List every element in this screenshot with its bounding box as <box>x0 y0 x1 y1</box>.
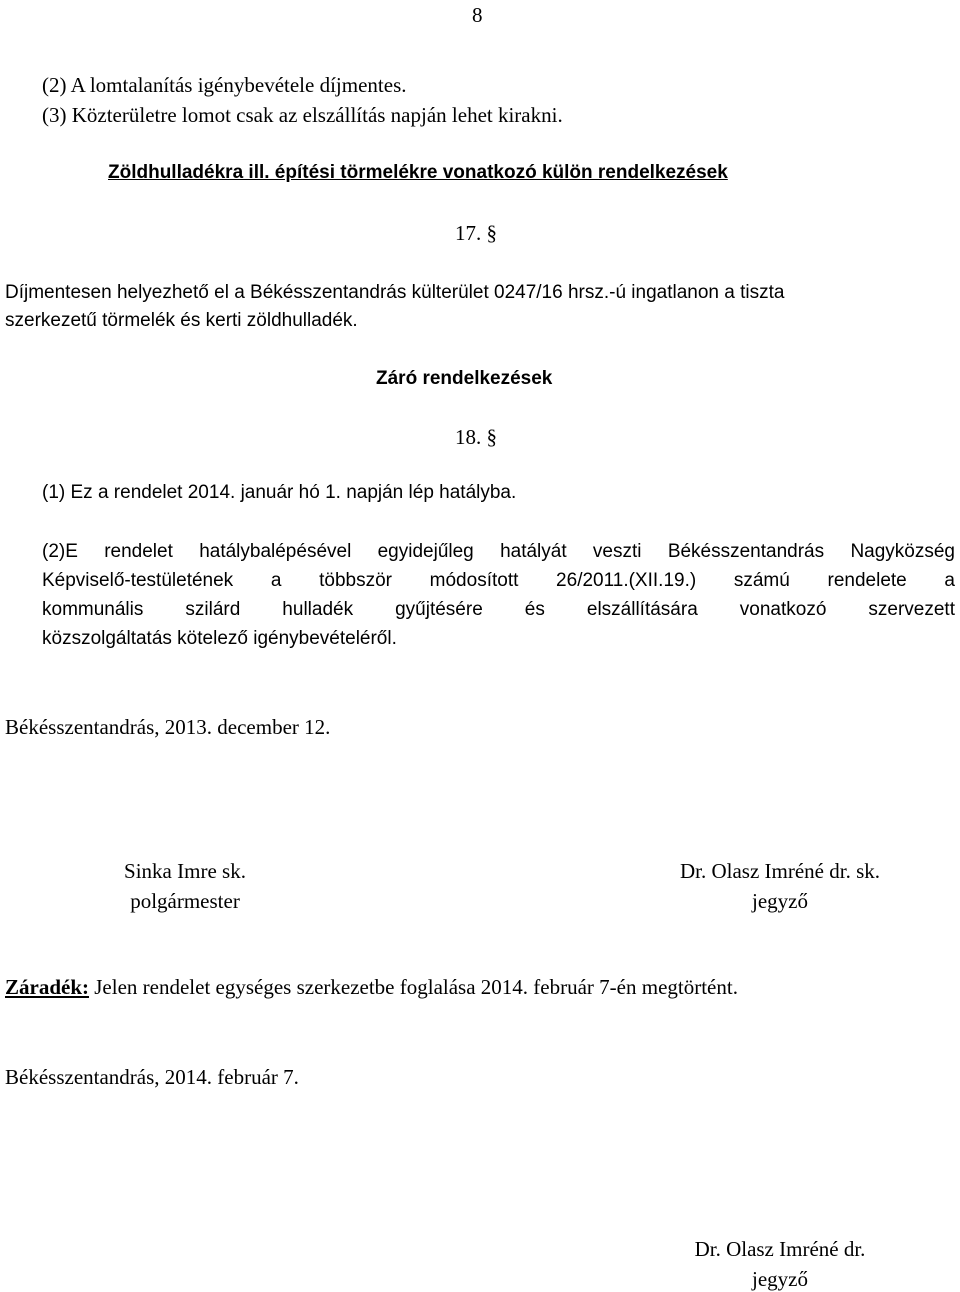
final-signature <box>640 1236 920 1292</box>
signature-right-name: Dr. Olasz Imréné dr. sk. <box>679 859 881 883</box>
green-waste-text-line2: szerkezetű törmelék és kerti zöldhulladék. <box>5 310 358 331</box>
clause <box>5 974 738 1000</box>
signature-left-name: Sinka Imre sk. <box>124 859 246 883</box>
page-number: 8 <box>472 3 483 27</box>
section17-number: 17. § <box>455 221 497 245</box>
closing-heading: Záró rendelkezések <box>376 368 553 389</box>
closing-para2-line3: kommunális szilárd hulladék gyűjtésére és elszállítására vonatkozó szervezett <box>42 599 955 620</box>
closing-para2-line1: (2)E rendelet hatálybalépésével egyidejűleg hatályát veszti Békésszentandrás Nagyközség <box>42 541 955 562</box>
final-signature-title: jegyző <box>752 1267 808 1291</box>
section16-para2: (2) A lomtalanítás igénybevétele díjmentes. <box>42 73 407 97</box>
clause-label: Záradék: <box>5 975 89 999</box>
final-signature-name: Dr. Olasz Imréné dr. <box>694 1237 866 1261</box>
clause-date: Békésszentandrás, 2014. február 7. <box>5 1065 299 1089</box>
clause-text: Jelen rendelet egységes szerkezetbe foglalása 2014. február 7-én megtörtént. <box>89 975 738 999</box>
green-waste-text-line1: Díjmentesen helyezhető el a Békésszentandrás külterület 0247/16 hrsz.-ú ingatlanon a tiszta <box>5 282 785 303</box>
closing-para1: (1) Ez a rendelet 2014. január hó 1. napján lép hatályba. <box>42 482 517 503</box>
signature-right <box>640 858 920 914</box>
signature-left-title: polgármester <box>130 889 240 913</box>
section16-para3: (3) Közterületre lomot csak az elszállítás napján lehet kirakni. <box>42 103 563 127</box>
date-place: Békésszentandrás, 2013. december 12. <box>5 715 331 739</box>
closing-para2-line4: közszolgáltatás kötelező igénybevételéről. <box>42 628 397 649</box>
closing-para2-line2: Képviselő-testületének a többször módosított 26/2011.(XII.19.) számú rendelete a <box>42 570 955 591</box>
section18-number: 18. § <box>455 425 497 449</box>
signature-left <box>60 858 310 914</box>
green-waste-heading: Zöldhulladékra ill. építési törmelékre vonatkozó külön rendelkezések <box>108 162 728 183</box>
signature-right-title: jegyző <box>752 889 808 913</box>
